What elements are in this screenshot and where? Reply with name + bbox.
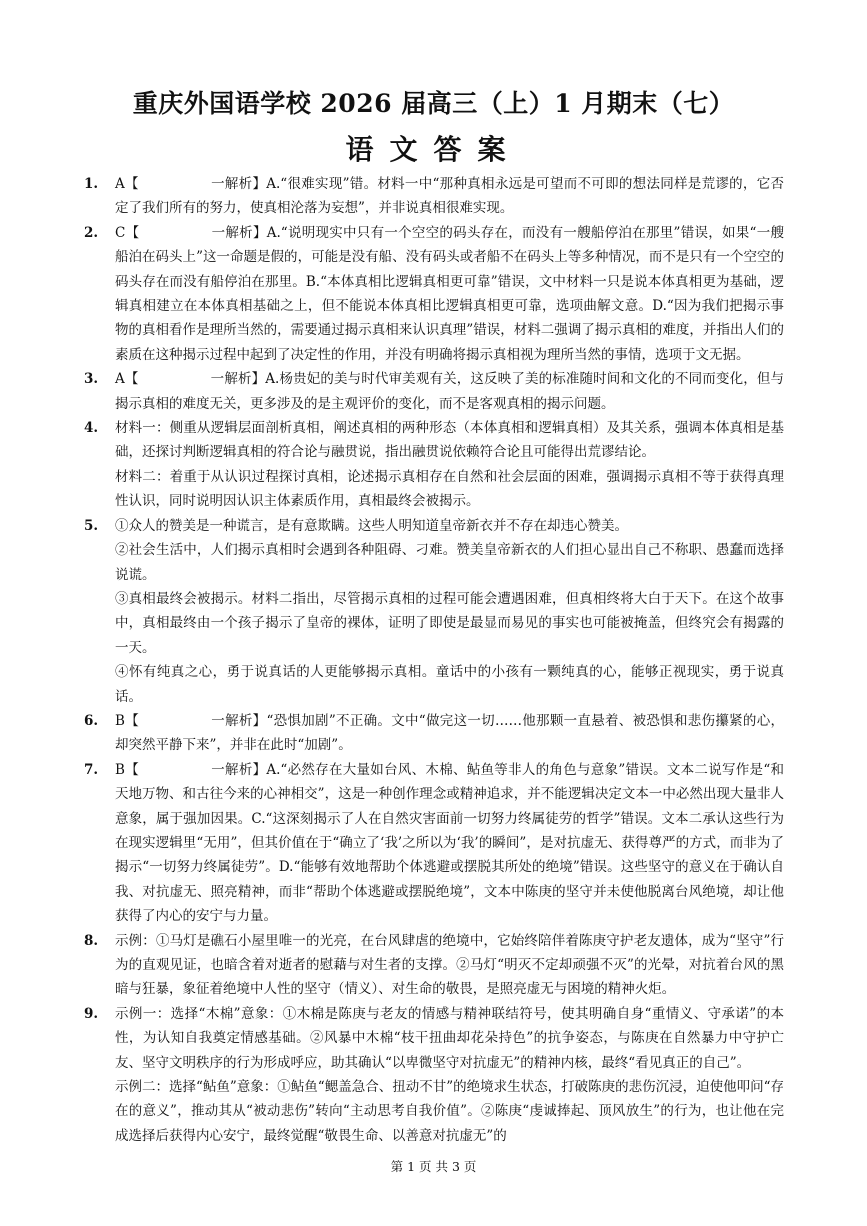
- answer-choice: B【: [115, 761, 139, 778]
- question-number: 2.: [84, 224, 99, 241]
- answer-text: [115, 367, 784, 416]
- answer-explanation: 一解析】“恐惧加剧”不正确。文中“做完这一切……他那颗一直悬着、被恐惧和悲伤攥紧的心，却突然平静下来”，并非在此时“加剧”。: [115, 712, 784, 754]
- answer-paragraph: ①众人的赞美是一种谎言，是有意欺瞒。这些人明知道皇帝新衣并不存在却违心赞美。: [115, 517, 628, 534]
- answer-item-1: [84, 172, 784, 221]
- answer-paragraph: 材料一：侧重从逻辑层面剖析真相，阐述真相的两种形态（本体真相和逻辑真相）及其关系，强调本体真相是基础，还探讨判断逻辑真相的符合论与融贯说，指出融贯说依赖符合论且可能得出荒谬结论。: [115, 420, 784, 461]
- answer-paragraph: ②社会生活中，人们揭示真相时会遇到各种阻碍、刁难。赞美皇帝新衣的人们担心显出自己不称职、愚蠢而选择说谎。: [115, 542, 784, 583]
- answer-item-2: [84, 221, 784, 367]
- answer-choice: A【: [115, 371, 139, 388]
- answer-text: [115, 221, 784, 367]
- answer-item-8: [84, 929, 784, 1002]
- answer-explanation: 一解析】A.“很难实现”错。材料一中“那种真相永远是可望而不可即的想法同样是荒谬的，它否定了我们所有的努力，使真相沦落为妄想”，并非说真相很难实现。: [115, 176, 785, 217]
- answer-paragraph: 示例二：选择“鲇鱼”意象：①鲇鱼“鳃盖急合、扭动不甘”的绝境求生状态，打破陈庚的悲伤沉浸，迫使他叩问“存在的意义”，推动其从“被动悲伤”转向“主动思考自我价值”。②陈庚“虔诚捧起、顶风放生”的行为，也让他在完成选择后获得内心安宁，最终觉醒“敬畏生命、以善意对抗虚无”的: [115, 1079, 785, 1144]
- answer-paragraph: ④怀有纯真之心，勇于说真话的人更能够揭示真相。童话中的小孩有一颗纯真的心，能够正视现实，勇于说真话。: [115, 664, 784, 705]
- page-footer: 第 1 页 共 3 页: [390, 1159, 477, 1174]
- question-number: 1.: [84, 176, 99, 192]
- answer-item-6: [84, 709, 784, 758]
- answer-item-7: [84, 758, 784, 929]
- question-number: 7.: [84, 761, 99, 778]
- question-number: 8.: [84, 932, 99, 949]
- answer-paragraph: 示例：①马灯是礁石小屋里唯一的光亮，在台风肆虐的绝境中，它始终陪伴着陈庚守护老友遗体，成为“坚守”行为的直观见证，也暗含着对逝者的慰藉与对生者的支撑。②马灯“明灭不定却顽强不灭”的光晕，对抗着台风的黑暗与狂暴，象征着绝境中人性的坚守（情义）、对生命的敬畏，是照亮虚无与困境的精神火炬。: [115, 932, 784, 998]
- answer-choice: A【: [115, 176, 139, 192]
- page-title: 重庆外国语学校 2026 届高三（上）1 月期末（七）: [132, 89, 735, 118]
- answer-choice: C【: [115, 224, 140, 241]
- answer-item-4: [84, 416, 784, 514]
- answer-paragraph: 示例一：选择“木棉”意象：①木棉是陈庚与老友的情感与精神联结符号，使其明确自身“重情义、守承诺”的本性，为认知自我奠定情感基础。②风暴中木棉“枝干扭曲却花朵持色”的抗争姿态，与陈庚在自然暴力中守护亡友、坚守文明秩序的行为形成呼应，助其确认“以卑微坚守对抗虚无”的精神内核，最终“看见真正的自己”。: [115, 1005, 784, 1071]
- question-number: 3.: [84, 371, 99, 388]
- answer-item-3: [84, 367, 784, 416]
- answer-item-9: [84, 1002, 784, 1148]
- answer-text: [115, 758, 784, 929]
- answer-paragraph: ③真相最终会被揭示。材料二指出，尽管揭示真相的过程可能会遭遇困难，但真相终将大白于天下。在这个故事中，真相最终由一个孩子揭示了皇帝的裸体，证明了即使是最显而易见的事实也可能被掩盖，但终究会有揭露的一天。: [115, 590, 784, 656]
- answer-text: [115, 172, 784, 221]
- answer-list: [84, 172, 784, 1148]
- answer-paragraph: 材料二：着重于从认识过程探讨真相，论述揭示真相存在自然和社会层面的困难，强调揭示真相不等于获得真理性认识，同时说明因认识主体素质作用，真相最终会被揭示。: [115, 468, 784, 510]
- answer-explanation: 一解析】A.“说明现实中只有一个空空的码头存在，而没有一艘船停泊在那里”错误，如果“一艘船泊在码头上”这一命题是假的，可能是没有船、没有码头或者船不在码头上等多种情况，而不是只有一个空空的码头存在而没有船停泊在那里。B.“本体真相比逻辑真相更可靠”错误，文中材料一只是说本体真相更为基础，逻辑真相建立在本体真相基础之上，但不能说本体真相比逻辑真相更可靠，选项曲解文意。D.“因为我们把揭示事物的真相看作是理所当然的，需要通过揭示真相来认识真理”错误，材料二强调了揭示真相的难度，并指出人们的素质在这种揭示过程中起到了决定性的作用，并没有明确将揭示真相视为理所当然的事情，选项于文无据。: [115, 224, 784, 363]
- answer-text: [115, 709, 784, 758]
- page-subtitle: 语文答案: [345, 133, 522, 166]
- answer-choice: B【: [115, 712, 140, 729]
- question-number: 4.: [84, 420, 99, 437]
- answer-explanation: 一解析】A.“必然存在大量如台风、木棉、鲇鱼等非人的角色与意象”错误。文本二说写作是“和天地万物、和古往今来的心神相交”，这是一种创作理念或精神追求，并不能逻辑决定文本一中必然出现大量非人意象，属于强加因果。C.“这深刻揭示了人在自然灾害面前一切努力终属徒劳的哲学”错误。文本二承认这些行为在现实逻辑里“无用”，但其价值在于“确立了‘我’之所以为‘我’的瞬间”，是对抗虚无、获得尊严的方式，而非为了揭示“一切努力终属徒劳”。D.“能够有效地帮助个体逃避或摆脱其所处的绝境”错误。这些坚守的意义在于确认自我、对抗虚无、照亮精神，而非“帮助个体逃避或摆脱绝境”，文本中陈庚的坚守并未使他脱离台风绝境，却让他获得了内心的安宁与力量。: [115, 761, 784, 925]
- question-number: 9.: [84, 1005, 99, 1022]
- question-number: 6.: [84, 712, 99, 729]
- answer-item-5: [84, 514, 784, 709]
- answer-explanation: 一解析】A.杨贵妃的美与时代审美观有关，这反映了美的标准随时间和文化的不同而变化，但与揭示真相的难度无关，更多涉及的是主观评价的变化，而不是客观真相的揭示问题。: [115, 371, 784, 412]
- question-number: 5.: [84, 517, 99, 534]
